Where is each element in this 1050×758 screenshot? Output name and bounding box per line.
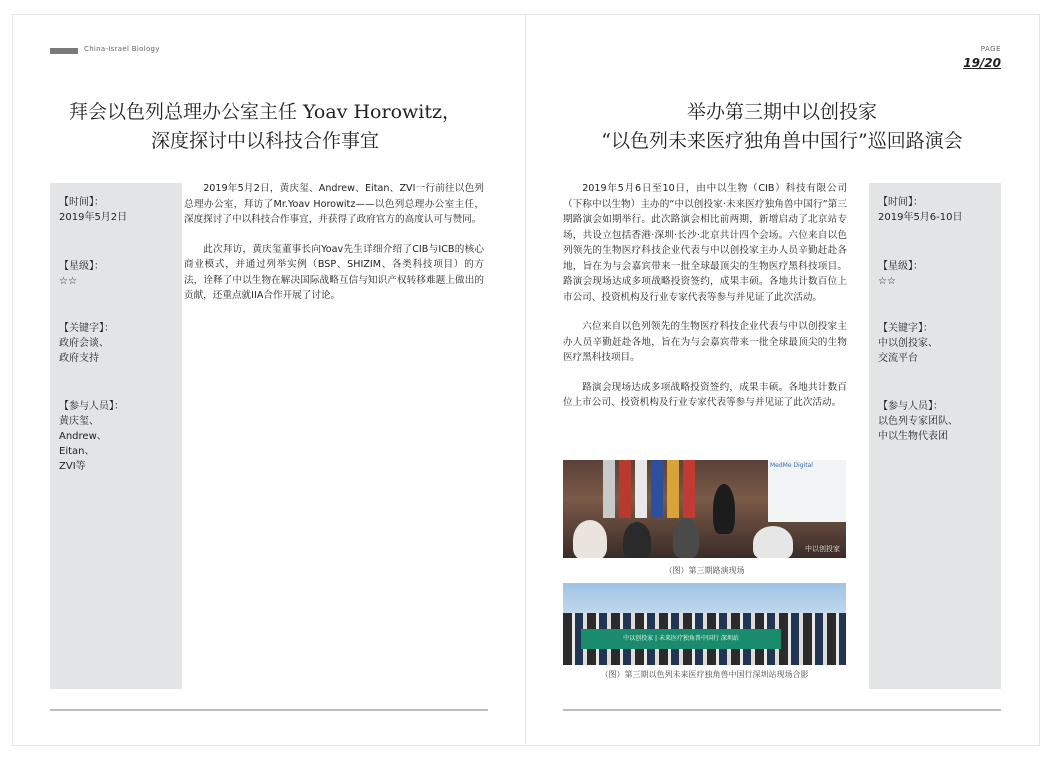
right-time-block — [878, 195, 963, 225]
right-level-label: 【星级】： — [878, 261, 923, 272]
right-sidebar — [869, 183, 1001, 689]
left-person: Eitan、 — [59, 446, 95, 457]
right-paragraph: 路演会现场达成多项战略投资签约，成果丰硕。各地共计数百位上市公司、投资机构及行业专家代表等参与并见证了此次活动。 — [563, 381, 847, 408]
left-person: Andrew、 — [59, 431, 107, 442]
right-title-line2: “以色列未来医疗独角兽中国行”巡回路演会 — [601, 130, 963, 152]
speaker-figure — [713, 484, 735, 534]
header-brand: China-Israel Biology — [84, 45, 160, 53]
right-person: 中以生物代表团 — [878, 431, 948, 442]
left-keywords-label: 【关键字】： — [59, 323, 114, 334]
roadshow-photo — [563, 460, 846, 558]
left-level-block — [59, 259, 104, 289]
photo-watermark: 中以创投家 — [805, 545, 840, 553]
left-keyword: 政府支持 — [59, 353, 99, 364]
audience-figure — [673, 518, 699, 558]
left-sidebar — [50, 183, 182, 689]
audience-figure — [573, 520, 607, 558]
flag-decor — [619, 460, 631, 518]
left-keywords-block — [59, 321, 114, 366]
left-time-block — [59, 195, 127, 225]
flag-decor — [635, 460, 647, 518]
right-time-label: 【时间】： — [878, 197, 923, 208]
left-level-label: 【星级】： — [59, 261, 104, 272]
right-keyword: 交流平台 — [878, 353, 918, 364]
left-person: 黄庆玺、 — [59, 416, 99, 427]
right-article-body — [563, 181, 847, 425]
page-number: 19/20 — [963, 56, 1001, 70]
flag-decor — [651, 460, 663, 518]
right-people-label: 【参与人员】： — [878, 401, 943, 412]
flag-decor — [667, 460, 679, 518]
photo1-caption: （图）第三期路演现场 — [664, 566, 745, 575]
right-time-value: 2019年5月6-10日 — [878, 212, 963, 223]
group-photo — [563, 583, 846, 665]
right-people-block — [878, 399, 958, 444]
right-title-line1: 举办第三期中以创投家 — [686, 101, 877, 123]
left-person: ZVI等 — [59, 461, 86, 472]
right-level-block — [878, 259, 923, 289]
audience-figure — [623, 522, 651, 558]
page-label: PAGE — [980, 45, 1001, 53]
presentation-screen-text: MedMe Digital — [770, 462, 813, 469]
flag-decor — [683, 460, 695, 518]
left-people-label: 【参与人员】： — [59, 401, 124, 412]
left-keyword: 政府会谈、 — [59, 338, 109, 349]
left-time-label: 【时间】： — [59, 197, 104, 208]
right-footer-rule — [563, 709, 1001, 711]
audience-figure — [753, 526, 793, 558]
right-keyword: 中以创投家、 — [878, 338, 938, 349]
group-banner: 中以创投家 | 未来医疗独角兽中国行 深圳站 — [581, 629, 781, 649]
left-paragraph: 2019年5月2日，黄庆玺、Andrew、Eitan、ZVI一行前往以色列总理办公室，拜访了Mr.Yoav Horowitz——以色列总理办公室主任，深度探讨了中以科技合作事宜，并获得了政府官方的高度认可与赞同。 — [184, 183, 484, 225]
flag-decor — [603, 460, 615, 518]
left-people-block — [59, 399, 124, 474]
right-paragraph: 六位来自以色列领先的生物医疗科技企业代表与中以创投家主办人员辛勤赶赴各地，旨在为与会嘉宾带来一批全球最顶尖的生物医疗黑科技项目。 — [563, 321, 847, 363]
left-footer-rule — [50, 709, 488, 711]
header-mark — [50, 48, 78, 54]
page-fold — [525, 14, 526, 744]
left-title — [50, 98, 480, 156]
right-level-value: ☆☆ — [878, 276, 896, 287]
left-time-value: 2019年5月2日 — [59, 212, 128, 223]
right-title — [563, 98, 1001, 156]
left-title-line1: 拜会以色列总理办公室主任 Yoav Horowitz， — [69, 101, 461, 123]
right-keywords-label: 【关键字】： — [878, 323, 933, 334]
left-level-value: ☆☆ — [59, 276, 77, 287]
presentation-screen — [768, 460, 846, 522]
right-keywords-block — [878, 321, 938, 366]
photo2-caption: （图）第三期以色列未来医疗独角兽中国行深圳站现场合影 — [600, 670, 809, 679]
right-person: 以色列专家团队、 — [878, 416, 958, 427]
left-paragraph: 此次拜访，黄庆玺董事长向Yoav先生详细介绍了CIB与ICB的核心商业模式，并通过列举实例（BSP、SHIZIM、各类科技项目）的方法，诠释了中以生物在解决国际战略互信与知识产权转移难题上做出的贡献，还重点就IIA合作开展了讨论。 — [184, 243, 484, 301]
left-title-line2: 深度探讨中以科技合作事宜 — [150, 130, 379, 152]
right-paragraph: 2019年5月6日至10日，由中以生物（CIB）科技有限公司（下称中以生物）主办的“中以创投家·未来医疗独角兽中国行”第三期路演会如期举行。此次路演会相比前两期，新增启动了北京站专场，共设立包括香港·深圳·长沙·北京共计四个会场。六位来自以色列领先的生物医疗科技企业代表与中以创投家主办人员辛勤赶赴各地，旨在为与会嘉宾带来一批全球最顶尖的生物医疗黑科技项目。路演会现场达成多项战略投资签约，成果丰硕。各地共计数百位上市公司、投资机构及行业专家代表等参与并见证了此次活动。 — [563, 183, 847, 303]
left-article-body — [184, 181, 484, 318]
